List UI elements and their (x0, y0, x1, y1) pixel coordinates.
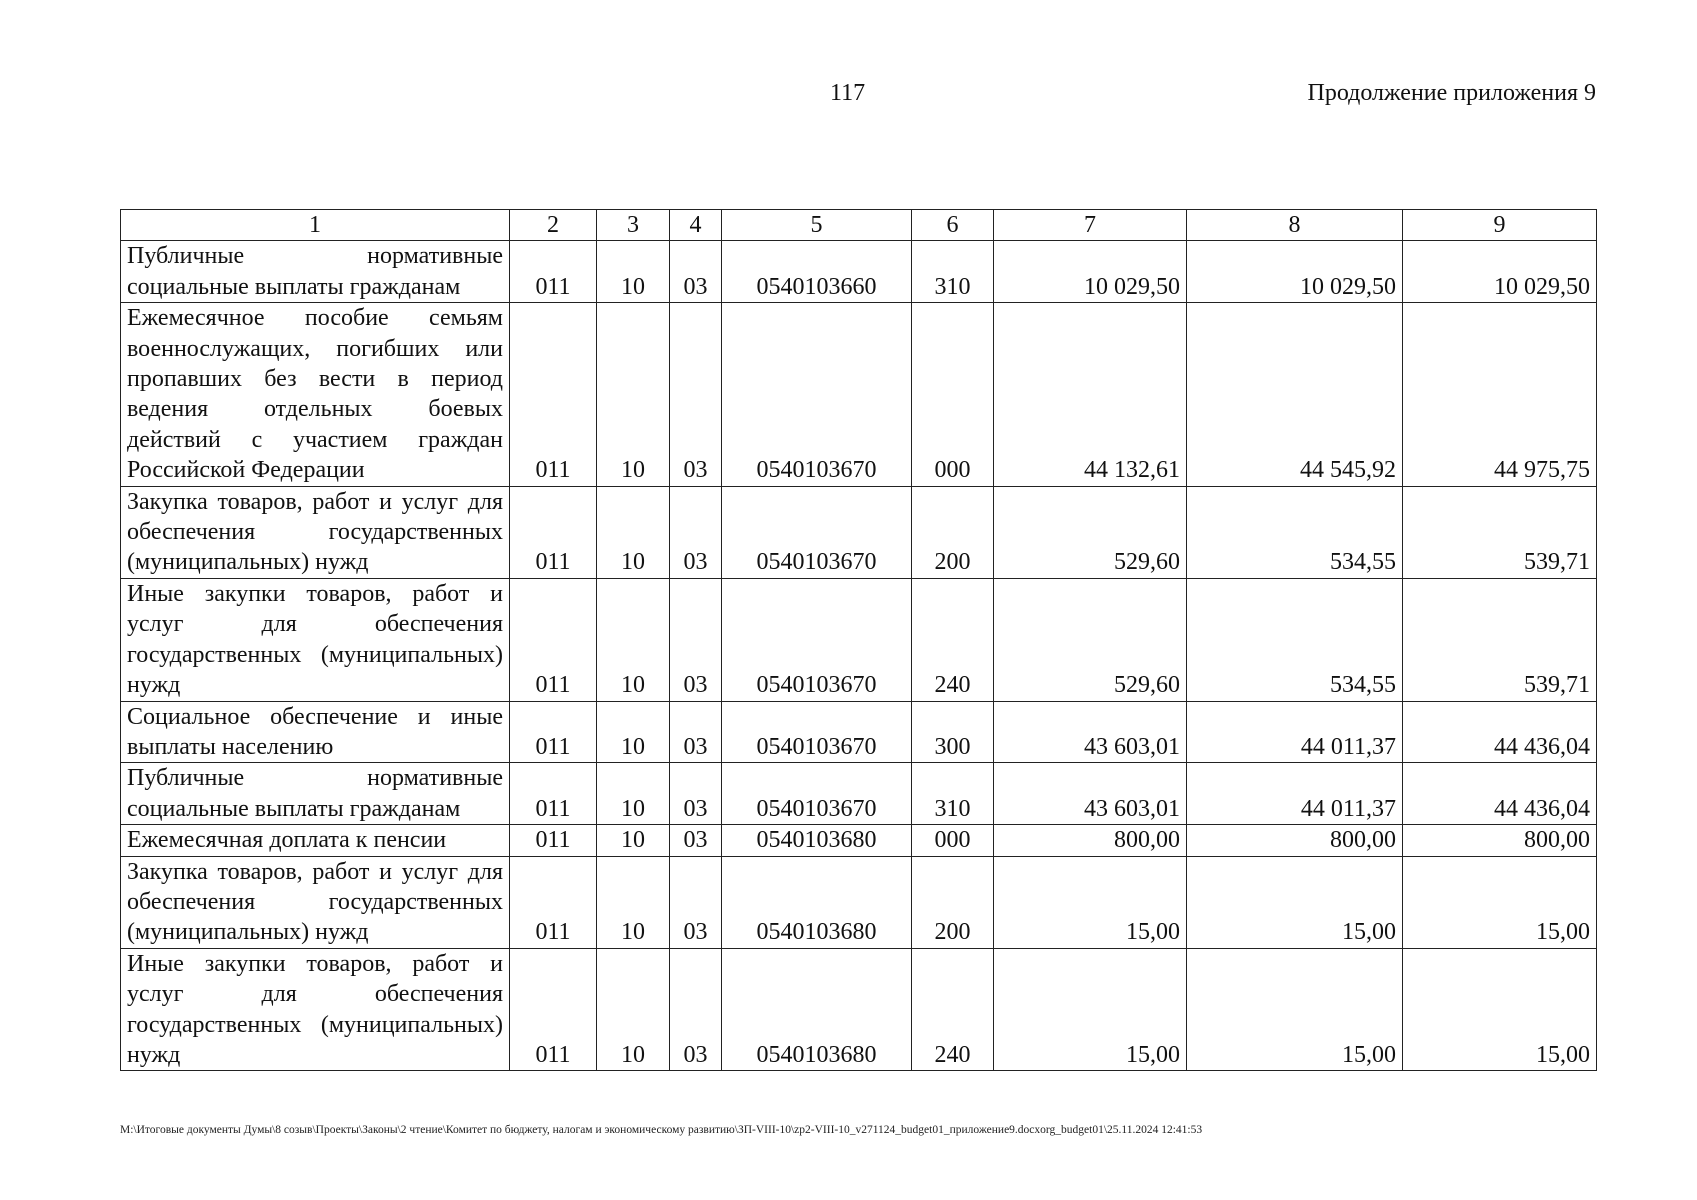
amount-col9: 10 029,50 (1403, 241, 1597, 303)
section-code: 10 (597, 241, 670, 303)
amount-col9: 15,00 (1403, 856, 1597, 948)
expense-type-code: 310 (912, 763, 994, 825)
amount-col9: 539,71 (1403, 578, 1597, 701)
subsection-code: 03 (670, 701, 722, 763)
target-article-code: 0540103680 (722, 825, 912, 856)
target-article-code: 0540103670 (722, 578, 912, 701)
table-row (121, 486, 1597, 578)
amount-col9: 539,71 (1403, 486, 1597, 578)
amount-col9: 15,00 (1403, 948, 1597, 1071)
expense-type-code: 200 (912, 486, 994, 578)
amount-col7: 44 132,61 (994, 303, 1187, 486)
budget-table (120, 209, 1597, 1071)
column-header: 1 (121, 210, 510, 241)
amount-col9: 44 975,75 (1403, 303, 1597, 486)
ministry-code: 011 (510, 701, 597, 763)
amount-col8: 534,55 (1187, 486, 1403, 578)
expense-name: Публичные нормативные социальные выплаты гражданам (121, 241, 510, 303)
target-article-code: 0540103670 (722, 303, 912, 486)
ministry-code: 011 (510, 578, 597, 701)
amount-col7: 529,60 (994, 486, 1187, 578)
ministry-code: 011 (510, 856, 597, 948)
ministry-code: 011 (510, 763, 597, 825)
column-header: 8 (1187, 210, 1403, 241)
subsection-code: 03 (670, 856, 722, 948)
table-row (121, 578, 1597, 701)
expense-name: Иные закупки товаров, работ и услуг для обеспечения государственных (муниципальных) нужд (121, 578, 510, 701)
target-article-code: 0540103660 (722, 241, 912, 303)
target-article-code: 0540103670 (722, 763, 912, 825)
amount-col8: 534,55 (1187, 578, 1403, 701)
section-code: 10 (597, 303, 670, 486)
expense-name: Закупка товаров, работ и услуг для обеспечения государственных (муниципальных) нужд (121, 856, 510, 948)
amount-col8: 44 011,37 (1187, 763, 1403, 825)
section-code: 10 (597, 578, 670, 701)
amount-col8: 44 011,37 (1187, 701, 1403, 763)
amount-col7: 529,60 (994, 578, 1187, 701)
target-article-code: 0540103680 (722, 856, 912, 948)
table-row (121, 763, 1597, 825)
section-code: 10 (597, 763, 670, 825)
expense-name: Ежемесячное пособие семьям военнослужащих, погибших или пропавших без вести в период ведения отдельных боевых действий с участием граждан Российской Федерации (121, 303, 510, 486)
amount-col8: 44 545,92 (1187, 303, 1403, 486)
subsection-code: 03 (670, 303, 722, 486)
subsection-code: 03 (670, 763, 722, 825)
amount-col8: 15,00 (1187, 948, 1403, 1071)
column-number-row (121, 210, 1597, 241)
page-number: 117 (830, 80, 866, 106)
amount-col7: 15,00 (994, 856, 1187, 948)
ministry-code: 011 (510, 948, 597, 1071)
column-header: 2 (510, 210, 597, 241)
table-row (121, 303, 1597, 486)
ministry-code: 011 (510, 303, 597, 486)
amount-col9: 44 436,04 (1403, 701, 1597, 763)
amount-col9: 44 436,04 (1403, 763, 1597, 825)
column-header: 3 (597, 210, 670, 241)
column-header: 9 (1403, 210, 1597, 241)
expense-type-code: 000 (912, 303, 994, 486)
expense-name: Социальное обеспечение и иные выплаты населению (121, 701, 510, 763)
table-row (121, 825, 1597, 856)
column-header: 5 (722, 210, 912, 241)
section-code: 10 (597, 948, 670, 1071)
amount-col7: 10 029,50 (994, 241, 1187, 303)
target-article-code: 0540103670 (722, 701, 912, 763)
expense-name: Иные закупки товаров, работ и услуг для обеспечения государственных (муниципальных) нужд (121, 948, 510, 1071)
ministry-code: 011 (510, 486, 597, 578)
expense-name: Закупка товаров, работ и услуг для обеспечения государственных (муниципальных) нужд (121, 486, 510, 578)
document-file-path: M:\Итоговые документы Думы\8 созыв\Проекты\Законы\2 чтение\Комитет по бюджету, налогам и экономическому развитию\ЗП-VIII-10\zp2-VIII-10_v271124_budget01_приложение9.docxorg_budget01\25.11.2024 12:41:53 (120, 1124, 1203, 1136)
table-row (121, 241, 1597, 303)
section-code: 10 (597, 856, 670, 948)
amount-col7: 43 603,01 (994, 763, 1187, 825)
target-article-code: 0540103670 (722, 486, 912, 578)
expense-name: Ежемесячная доплата к пенсии (121, 825, 510, 856)
subsection-code: 03 (670, 578, 722, 701)
subsection-code: 03 (670, 825, 722, 856)
column-header: 4 (670, 210, 722, 241)
subsection-code: 03 (670, 948, 722, 1071)
table-row (121, 701, 1597, 763)
table-row (121, 948, 1597, 1071)
appendix-note: Продолжение приложения 9 (1307, 80, 1596, 106)
expense-name: Публичные нормативные социальные выплаты гражданам (121, 763, 510, 825)
amount-col7: 43 603,01 (994, 701, 1187, 763)
expense-type-code: 300 (912, 701, 994, 763)
amount-col7: 800,00 (994, 825, 1187, 856)
ministry-code: 011 (510, 825, 597, 856)
column-header: 6 (912, 210, 994, 241)
amount-col8: 800,00 (1187, 825, 1403, 856)
section-code: 10 (597, 701, 670, 763)
section-code: 10 (597, 486, 670, 578)
ministry-code: 011 (510, 241, 597, 303)
table-row (121, 856, 1597, 948)
expense-type-code: 240 (912, 578, 994, 701)
amount-col7: 15,00 (994, 948, 1187, 1071)
expense-type-code: 000 (912, 825, 994, 856)
column-header: 7 (994, 210, 1187, 241)
expense-type-code: 310 (912, 241, 994, 303)
section-code: 10 (597, 825, 670, 856)
target-article-code: 0540103680 (722, 948, 912, 1071)
amount-col8: 10 029,50 (1187, 241, 1403, 303)
expense-type-code: 200 (912, 856, 994, 948)
amount-col8: 15,00 (1187, 856, 1403, 948)
subsection-code: 03 (670, 241, 722, 303)
amount-col9: 800,00 (1403, 825, 1597, 856)
expense-type-code: 240 (912, 948, 994, 1071)
subsection-code: 03 (670, 486, 722, 578)
